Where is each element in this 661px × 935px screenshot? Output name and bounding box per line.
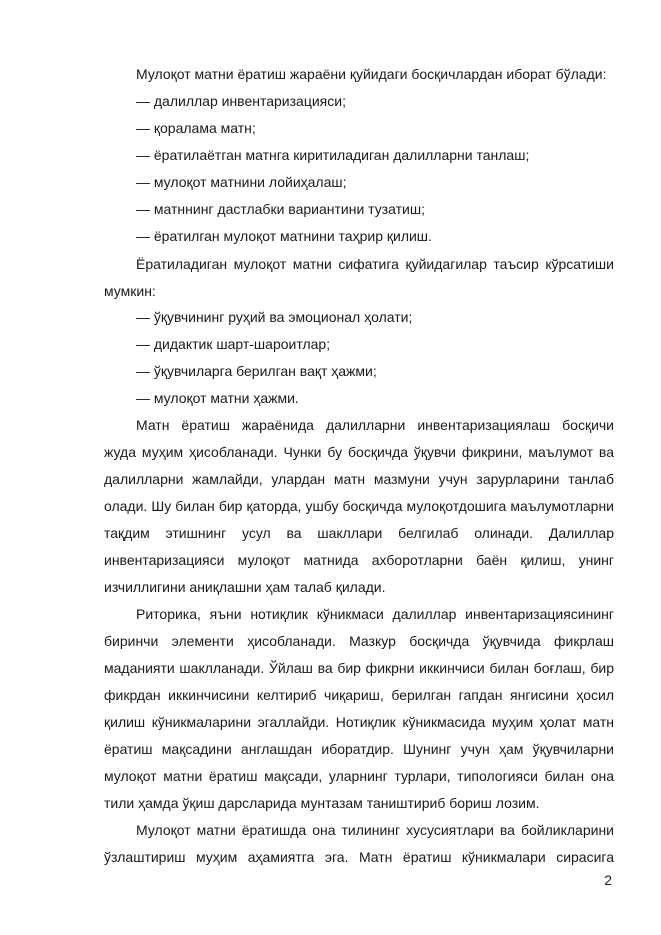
text-line: Матн ёратиш жараёнида далилларни инвентаризациялаш босқичи	[136, 417, 614, 433]
list-item: — ёратилаётган матнга киритиладиган далилларни танлаш;	[136, 147, 530, 163]
text-line: ёратиш мақсадини англашдан иборатдир. Шунинг учун ҳам ўқувчиларни	[104, 741, 614, 757]
text-line: биринчи элементи ҳисобланади. Мазкур босқичда ўқувчида фикрлаш	[104, 633, 614, 649]
text-line: Мулоқот матни ёратиш жараёни қуйидаги босқичлардан иборат бўлади:	[136, 66, 607, 82]
text-line: мулоқот матни ёратиш мақсади, уларнинг турлари, типологияси билан она	[104, 768, 614, 784]
text-line: жуда муҳим ҳисобланади. Чунки бу босқичда ўқувчи фикрини, маълумот ва	[104, 444, 614, 460]
text-line: қилиш кўникмаларини эгаллайди. Нотиқлик кўникмасида муҳим ҳолат матн	[104, 714, 614, 730]
text-line: фикрдан иккинчисини келтириб чиқариш, берилган гапдан янгисини ҳосил	[104, 687, 614, 703]
list-item: — ўқувчининг руҳий ва эмоционал ҳолати;	[136, 309, 413, 325]
text-line: олади. Шу билан бир қаторда, ушбу босқичда мулоқотдошига маълумотларни	[104, 498, 614, 514]
text-line: инвентаризацияси мулоқот матнида ахборотларни баён қилиш, унинг	[104, 552, 614, 568]
text-line: далилларни жамлайди, улардан матн мазмуни учун зарурларини танлаб	[104, 471, 614, 487]
text-line: Риторика, яъни нотиқлик кўникмаси далиллар инвентаризациясининг	[136, 606, 614, 622]
list-item: — дидактик шарт-шароитлар;	[136, 336, 331, 352]
list-item: — матннинг дастлабки вариантини тузатиш;	[136, 201, 425, 217]
page-number: 2	[604, 872, 612, 888]
text-line: тақдим этишнинг усул ва шакллари белгилаб олинади. Далиллар	[104, 525, 614, 541]
list-item: — далиллар инвентаризацияси;	[136, 93, 346, 109]
list-item: — ёратилган мулоқот матнини таҳрир қилиш.	[136, 228, 432, 244]
list-item: — мулоқот матнини лойиҳалаш;	[136, 174, 347, 190]
list-item: — ўқувчиларга берилган вақт ҳажми;	[136, 363, 377, 379]
text-line: Ёратиладиган мулоқот матни сифатига қуйидагилар таъсир кўрсатиши	[136, 256, 614, 272]
list-item: — қоралама матн;	[136, 120, 256, 136]
text-line: Мулоқот матни ёратишда она тилининг хусусиятлари ва бойликларини	[136, 822, 614, 838]
text-line: ўзлаштириш муҳим аҳамиятга эга. Матн ёратиш кўникмалари сирасига	[104, 849, 614, 865]
text-line: маданияти шаклланади. Ўйлаш ва бир фикрни иккинчиси билан боғлаш, бир	[104, 660, 614, 676]
text-line: мумкин:	[104, 283, 156, 299]
list-item: — мулоқот матни ҳажми.	[136, 390, 299, 406]
text-line: тили ҳамда ўқиш дарсларида мунтазам таништириб бориш лозим.	[104, 795, 540, 811]
text-line: изчиллигини аниқлашни ҳам талаб қилади.	[104, 579, 386, 595]
